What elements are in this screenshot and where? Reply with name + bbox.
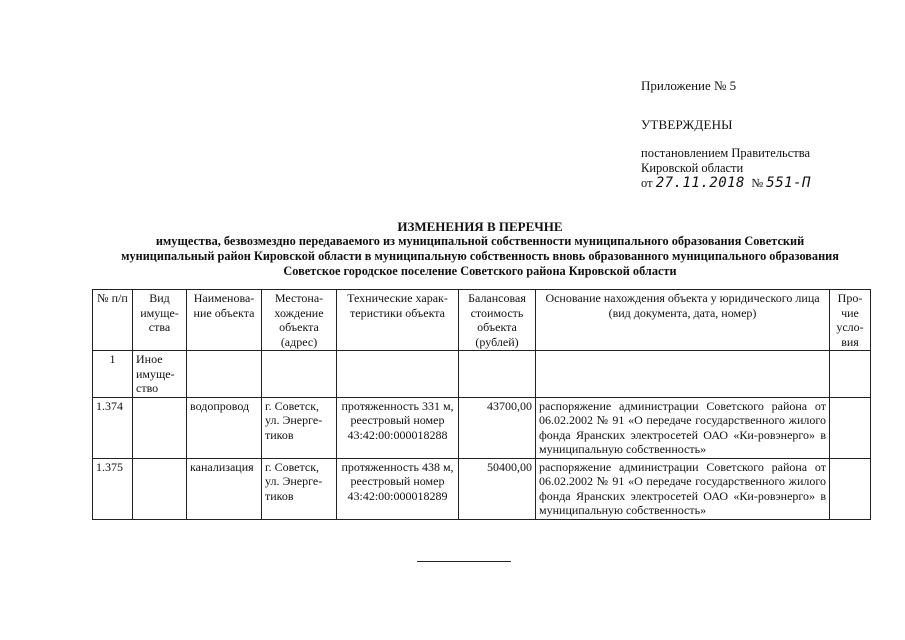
cell-number: 1.375 (93, 458, 133, 519)
decree-prefix: от (641, 176, 653, 190)
table-header-row (93, 290, 871, 351)
cell-property-type (133, 397, 187, 458)
decree-number-label: № (751, 176, 764, 190)
cell-specs: протяженность 438 м, реестровый номер 43:42:00:000018289 (337, 458, 459, 519)
decree-line-2: Кировской области (641, 161, 744, 175)
table-row (93, 397, 871, 458)
cell-property-type: Иное имуще-ство (133, 351, 187, 398)
cell-property-type (133, 458, 187, 519)
decree-number: 551-П (766, 175, 811, 191)
header-specs: Технические харак-теристики объекта (337, 290, 459, 351)
cell-basis: распоряжение администрации Советского района от 06.02.2002 № 91 «О передаче государственного жилого фонда Яранских электросетей ОАО «Ки-ровэнерго» в муниципальную собственность» (536, 397, 830, 458)
cell-book-value: 50400,00 (459, 458, 536, 519)
cell-other (830, 351, 871, 398)
document-subtitle-line-3: Советское городское поселение Советского района Кировской области (283, 264, 677, 278)
document-heading (95, 219, 865, 279)
cell-object-name: канализация (187, 458, 262, 519)
document-subtitle-line-2: муниципальный район Кировской области в муниципальную собственность вновь образованного муниципального образования (121, 249, 839, 263)
header-object-name: Наименова-ние объекта (187, 290, 262, 351)
decree-date-line (641, 176, 811, 191)
decree-line-1: постановлением Правительства (641, 146, 811, 160)
cell-number: 1.374 (93, 397, 133, 458)
closing-divider (417, 561, 511, 562)
appendix-label: Приложение № 5 (641, 78, 737, 93)
decree-date: 27.11.2018 (655, 175, 745, 191)
header-other: Про-чие усло-вия (830, 290, 871, 351)
decree-block (641, 146, 811, 191)
cell-location (262, 351, 337, 398)
header-location: Местона-хождение объекта (адрес) (262, 290, 337, 351)
cell-object-name: водопровод (187, 397, 262, 458)
cell-basis (536, 351, 830, 398)
cell-basis: распоряжение администрации Советского района от 06.02.2002 № 91 «О передаче государственного жилого фонда Яранских электросетей ОАО «Ки-ровэнерго» в муниципальную собственность» (536, 458, 830, 519)
cell-other (830, 458, 871, 519)
header-basis: Основание нахождения объекта у юридического лица (вид документа, дата, номер) (536, 290, 830, 351)
table-row (93, 458, 871, 519)
cell-location: г. Советск, ул. Энерге-тиков (262, 458, 337, 519)
cell-location: г. Советск, ул. Энерге-тиков (262, 397, 337, 458)
header-property-type: Вид имуще-ства (133, 290, 187, 351)
property-changes-table (92, 289, 871, 520)
header-book-value: Балансовая стоимость объекта (рублей) (459, 290, 536, 351)
cell-book-value (459, 351, 536, 398)
cell-object-name (187, 351, 262, 398)
document-subtitle-line-1: имущества, безвозмездно передаваемого из муниципальной собственности муниципального образования Советский (155, 234, 805, 248)
cell-other (830, 397, 871, 458)
cell-book-value: 43700,00 (459, 397, 536, 458)
approved-label: УТВЕРЖДЕНЫ (641, 117, 733, 132)
cell-specs (337, 351, 459, 398)
header-number: № п/п (93, 290, 133, 351)
cell-specs: протяженность 331 м, реестровый номер 43:42:00:000018288 (337, 397, 459, 458)
document-title: ИЗМЕНЕНИЯ В ПЕРЕЧНЕ (397, 219, 563, 234)
table-row (93, 351, 871, 398)
cell-number: 1 (93, 351, 133, 398)
